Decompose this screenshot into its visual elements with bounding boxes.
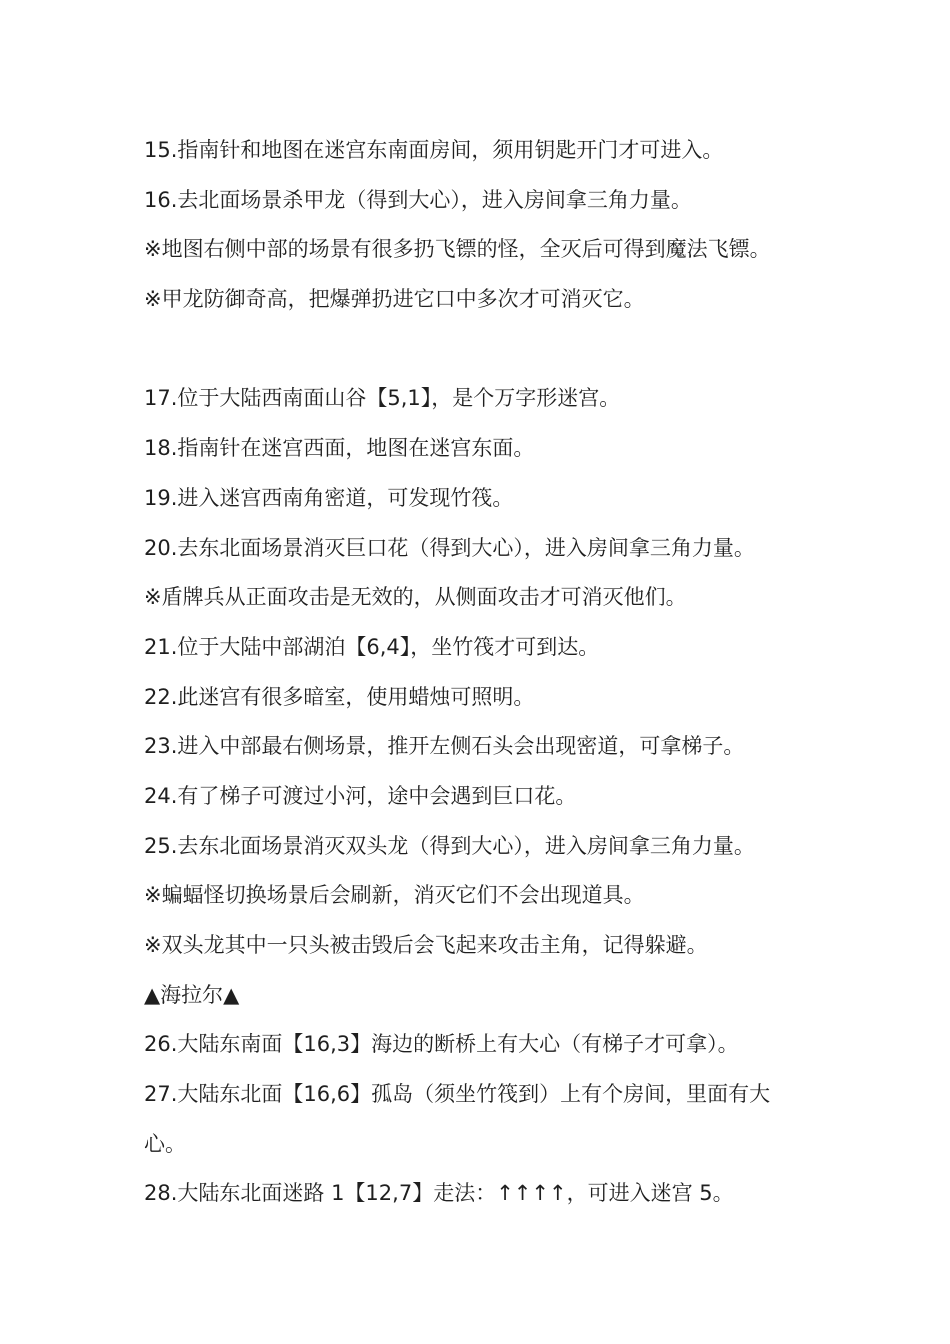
text-line-22: 22.此迷宫有很多暗室，使用蜡烛可照明。: [144, 684, 535, 709]
text-line-28: 28.大陆东北面迷路 1【12,7】走法：↑↑↑↑，可进入迷宫 5。: [144, 1181, 734, 1206]
text-line-27-continued: 心。: [144, 1131, 186, 1156]
section-heading-hyrule: ▲海拉尔▲: [144, 982, 240, 1007]
note-line-map-darts: ※地图右侧中部的场景有很多扔飞镖的怪，全灭后可得到魔法飞镖。: [144, 237, 771, 262]
text-line-23: 23.进入中部最右侧场景，推开左侧石头会出现密道，可拿梯子。: [144, 734, 745, 759]
text-line-26: 26.大陆东南面【16,3】海边的断桥上有大心（有梯子才可拿）。: [144, 1032, 739, 1057]
note-line-twin-dragon: ※双头龙其中一只头被击毁后会飞起来攻击主角，记得躲避。: [144, 933, 708, 957]
note-line-armor-dragon: ※甲龙防御奇高，把爆弹扔进它口中多次才可消灭它。: [144, 287, 645, 312]
document-body: [144, 126, 814, 1219]
text-line-18: 18.指南针在迷宫西面，地图在迷宫东面。: [144, 436, 535, 461]
blank-line: [144, 325, 814, 375]
text-line-24: 24.有了梯子可渡过小河，途中会遇到巨口花。: [144, 783, 577, 808]
text-line-21: 21.位于大陆中部湖泊【6,4】，坐竹筏才可到达。: [144, 634, 600, 659]
note-line-bat: ※蝙蝠怪切换场景后会刷新，消灭它们不会出现道具。: [144, 883, 645, 908]
text-line-15: 15.指南针和地图在迷宫东南面房间，须用钥匙开门才可进入。: [144, 138, 724, 162]
text-line-27: 27.大陆东北面【16,6】孤岛（须坐竹筏到）上有个房间，里面有大: [144, 1082, 771, 1107]
text-line-19: 19.进入迷宫西南角密道，可发现竹筏。: [144, 485, 514, 510]
note-line-shield-soldier: ※盾牌兵从正面攻击是无效的，从侧面攻击才可消灭他们。: [144, 585, 687, 610]
text-line-25: 25.去东北面场景消灭双头龙（得到大心），进入房间拿三角力量。: [144, 833, 755, 858]
text-line-17: 17.位于大陆西南面山谷【5,1】，是个万字形迷宫。: [144, 386, 621, 411]
text-line-20: 20.去东北面场景消灭巨口花（得到大心），进入房间拿三角力量。: [144, 535, 755, 560]
text-line-16: 16.去北面场景杀甲龙（得到大心），进入房间拿三角力量。: [144, 187, 692, 212]
